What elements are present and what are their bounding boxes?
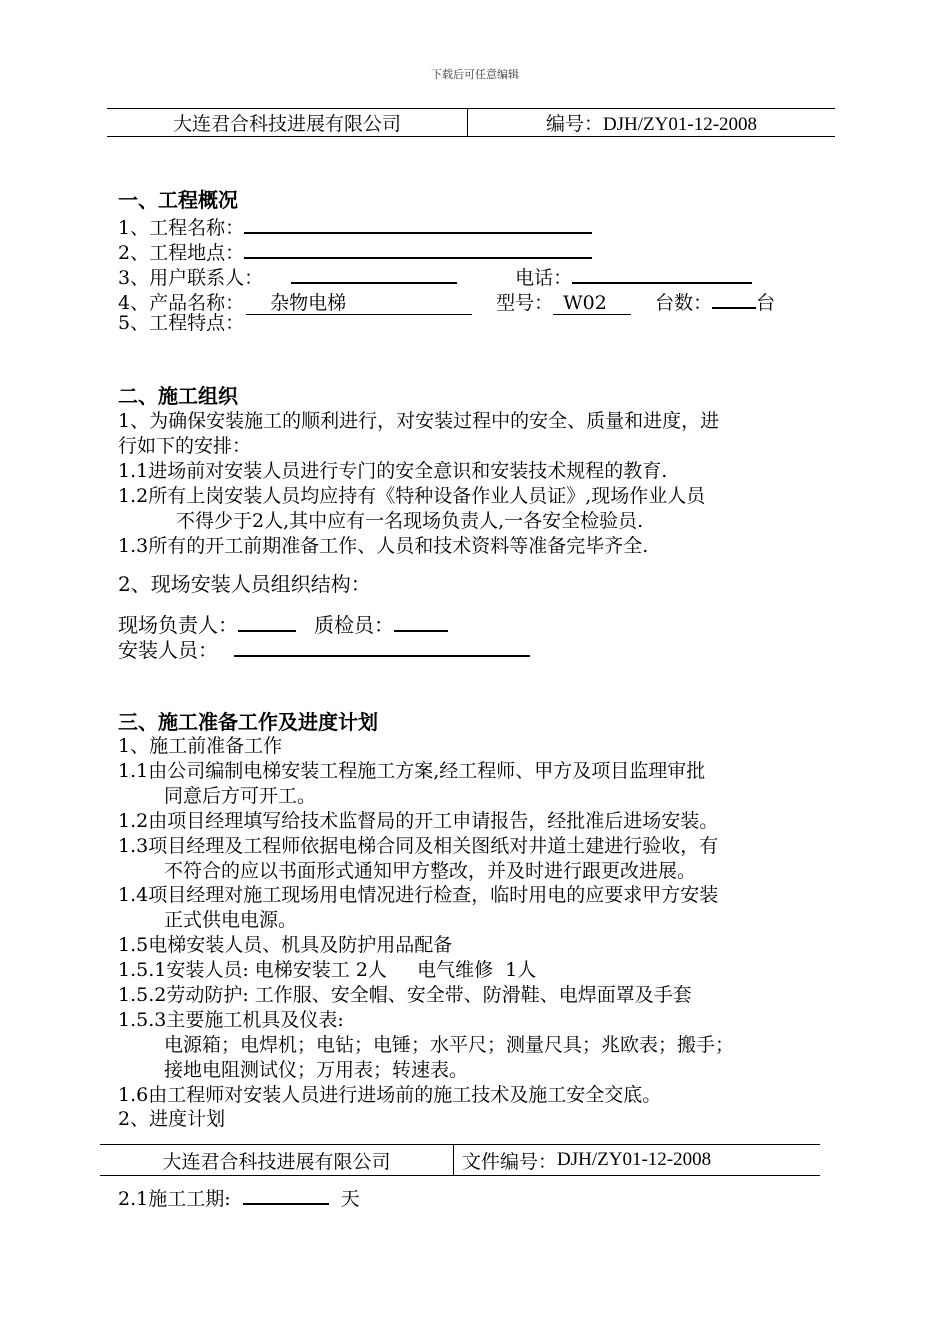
installers-label: 安装人员： [118, 638, 218, 662]
s3-p151: 1.5.1安装人员: 电梯安装工 2人 电气维修 1人 [118, 959, 537, 981]
tools-line1: 电源箱；电焊机；电钻；电锤；水平尺；测量尺具；兆欧表；搬手； [164, 1034, 735, 1056]
product-label: 4、产品名称： [118, 292, 245, 314]
inspector-label: 质检员： [314, 613, 394, 637]
s2-p2: 2、现场安装人员组织结构： [118, 572, 371, 596]
leader-row [118, 612, 448, 635]
header-table-top [107, 108, 835, 137]
s2-p1b: 行如下的安排： [118, 435, 252, 457]
s2-p12a: 1.2所有上岗安装人员均应持有《特种设备作业人员证》,现场作业人员 [118, 485, 706, 507]
installers-blank [234, 637, 530, 657]
project-site-label: 2、工程地点： [118, 242, 245, 264]
s3-p14b: 正式供电电源。 [164, 909, 298, 931]
contact-blank [291, 264, 457, 284]
section2-title: 二、施工组织 [118, 384, 238, 408]
leader-label: 现场负责人： [118, 613, 238, 637]
header2-code: DJH/ZY01-12-2008 [557, 1149, 712, 1170]
count-label: 台数： [655, 292, 713, 314]
s3-p152: 1.5.2劳动防护: 工作服、安全帽、安全带、防滑鞋、电焊面罩及手套 [118, 984, 692, 1006]
product-value: 杂物电梯 [246, 294, 472, 315]
s3-p2: 2、进度计划 [118, 1108, 226, 1130]
s3-p153: 1.5.3主要施工机具及仪表: [118, 1009, 344, 1031]
count-blank [712, 289, 756, 309]
section3-title: 三、施工准备工作及进度计划 [118, 710, 378, 734]
project-name-row [118, 214, 592, 238]
s3-p12: 1.2由项目经理填写给技术监督局的开工申请报告，经批准后进场安装。 [118, 810, 719, 832]
phone-blank [572, 264, 752, 284]
model-label: 型号： [496, 292, 554, 314]
features-label: 5、工程特点： [118, 312, 245, 334]
project-name-blank [244, 214, 592, 234]
s3-p16: 1.6由工程师对安装人员进行进场前的施工技术及施工安全交底。 [118, 1084, 662, 1106]
header-table-bottom [100, 1144, 820, 1176]
s3-p11b: 同意后方可开工。 [164, 785, 317, 807]
section1-title: 一、工程概况 [118, 188, 238, 212]
contact-row [118, 264, 752, 288]
header-code: 编号：DJH/ZY01-12-2008 [545, 114, 758, 135]
project-site-blank [244, 239, 592, 259]
project-name-label: 1、工程名称： [118, 217, 245, 239]
s2-p12b: 不得少于2人,其中应有一名现场负责人,一各安全检验员. [176, 510, 644, 532]
tools-line2: 接地电阻测试仪；万用表；转速表。 [164, 1059, 469, 1081]
s2-p13: 1.3所有的开工前期准备工作、人员和技术资料等准备完毕齐全. [118, 535, 649, 557]
header-company: 大连君合科技进展有限公司 [172, 113, 401, 135]
header2-code-label: 文件编号： [462, 1150, 558, 1173]
s3-p15: 1.5电梯安装人员、机具及防护用品配备 [118, 934, 453, 956]
s3-p13b: 不符合的应以书面形式通知甲方整改，并及时进行跟更改进展。 [164, 860, 697, 882]
contact-label: 3、用户联系人： [118, 267, 264, 289]
duration-row [118, 1185, 360, 1209]
duration-unit: 天 [340, 1188, 360, 1210]
count-unit: 台 [756, 292, 776, 314]
s3-p13a: 1.3项目经理及工程师依据电梯合同及相关图纸对井道土建进行验收，有 [118, 835, 719, 857]
watermark: 下载后可任意编辑 [431, 68, 519, 81]
model-value: W02 [553, 294, 631, 315]
s2-p11: 1.1进场前对安装人员进行专门的安全意识和安装技术规程的教育. [118, 460, 668, 482]
header2-company: 大连君合科技进展有限公司 [162, 1150, 391, 1173]
installers-row [118, 637, 530, 660]
s2-p1a: 1、为确保安装施工的顺利进行，对安装过程中的安全、质量和进度，进 [118, 410, 720, 432]
phone-label: 电话： [515, 267, 573, 289]
project-site-row [118, 239, 592, 263]
s3-p11a: 1.1由公司编制电梯安装工程施工方案,经工程师、甲方及项目监理审批 [118, 760, 706, 782]
duration-blank [243, 1185, 329, 1205]
s3-p14a: 1.4项目经理对施工现场用电情况进行检查，临时用电的应要求甲方安装 [118, 884, 719, 906]
s3-p1: 1、施工前准备工作 [118, 735, 283, 757]
header2-code-cell [462, 1145, 711, 1175]
inspector-blank [394, 612, 448, 632]
leader-blank [238, 612, 296, 632]
duration-label: 2.1施工工期: [118, 1188, 231, 1210]
